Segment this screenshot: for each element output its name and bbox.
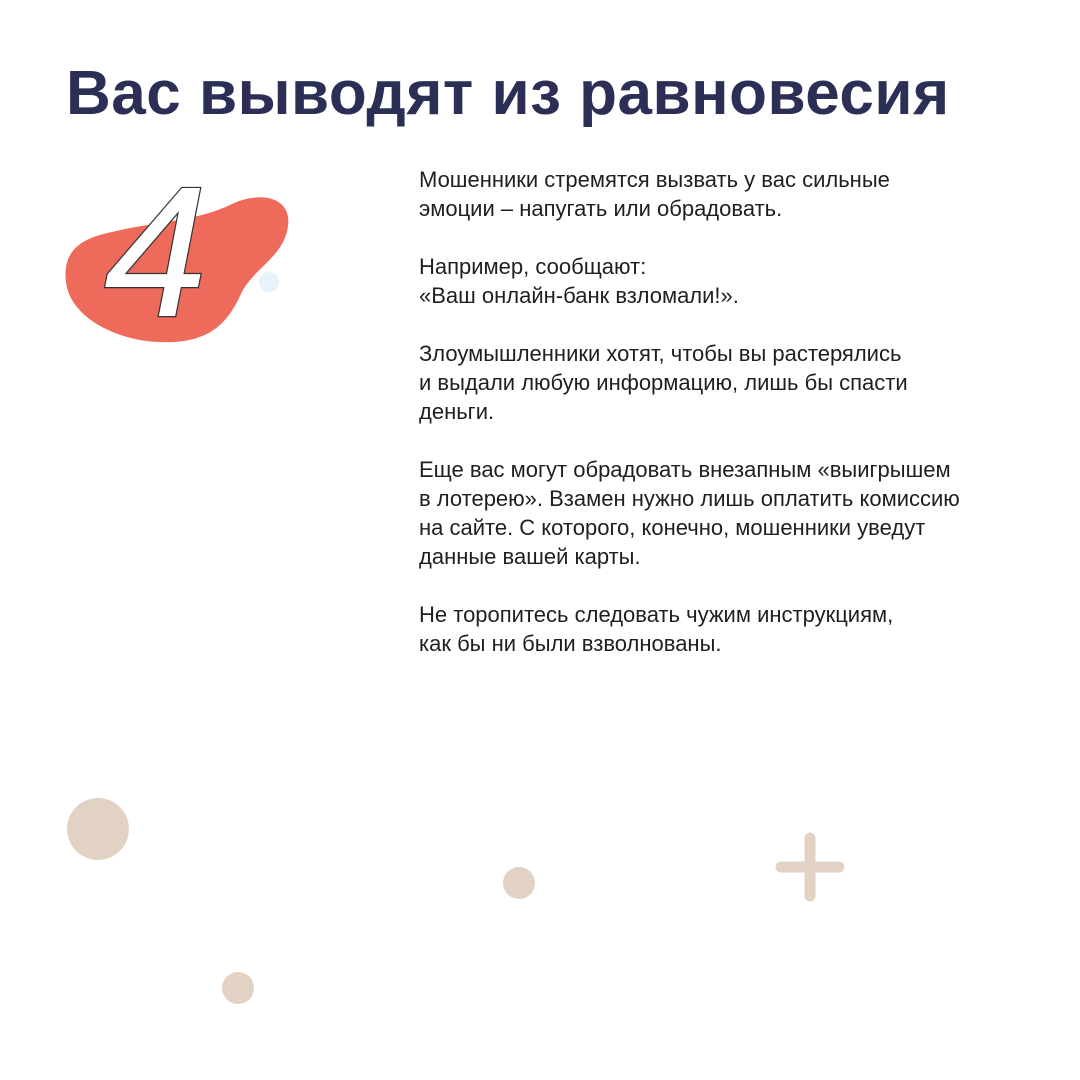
small-blue-dot bbox=[259, 272, 279, 292]
text-line: Злоумышленники хотят, чтобы вы растерялись bbox=[419, 341, 902, 366]
text-line: деньги. bbox=[419, 399, 495, 424]
paragraph bbox=[419, 600, 1049, 658]
page-title: Вас выводят из равновесия bbox=[66, 59, 950, 128]
body-text bbox=[419, 165, 1049, 687]
text-line: эмоции – напугать или обрадовать. bbox=[419, 196, 783, 221]
text-line: Например, сообщают: bbox=[419, 254, 647, 279]
text-line: Не торопитесь следовать чужим инструкциям, bbox=[419, 602, 894, 627]
text-line: в лотерею». Взамен нужно лишь оплатить комиссию bbox=[419, 486, 960, 511]
paragraph bbox=[419, 339, 1049, 426]
decor-circle-medium bbox=[503, 867, 535, 899]
text-line: как бы ни были взволнованы. bbox=[419, 631, 722, 656]
paragraph bbox=[419, 455, 1049, 571]
plus-icon bbox=[781, 838, 839, 896]
text-line: «Ваш онлайн-банк взломали!». bbox=[419, 283, 739, 308]
paragraph bbox=[419, 165, 1049, 223]
paragraph bbox=[419, 252, 1049, 310]
text-line: и выдали любую информацию, лишь бы спасти bbox=[419, 370, 908, 395]
decor-circle-large bbox=[67, 798, 129, 860]
decor-circle-small bbox=[222, 972, 254, 1004]
text-line: на сайте. С которого, конечно, мошенники уведут bbox=[419, 515, 926, 540]
text-line: Еще вас могут обрадовать внезапным «выигрышем bbox=[419, 457, 951, 482]
text-line: Мошенники стремятся вызвать у вас сильные bbox=[419, 167, 890, 192]
step-number: 4 bbox=[104, 149, 208, 356]
text-line: данные вашей карты. bbox=[419, 544, 641, 569]
